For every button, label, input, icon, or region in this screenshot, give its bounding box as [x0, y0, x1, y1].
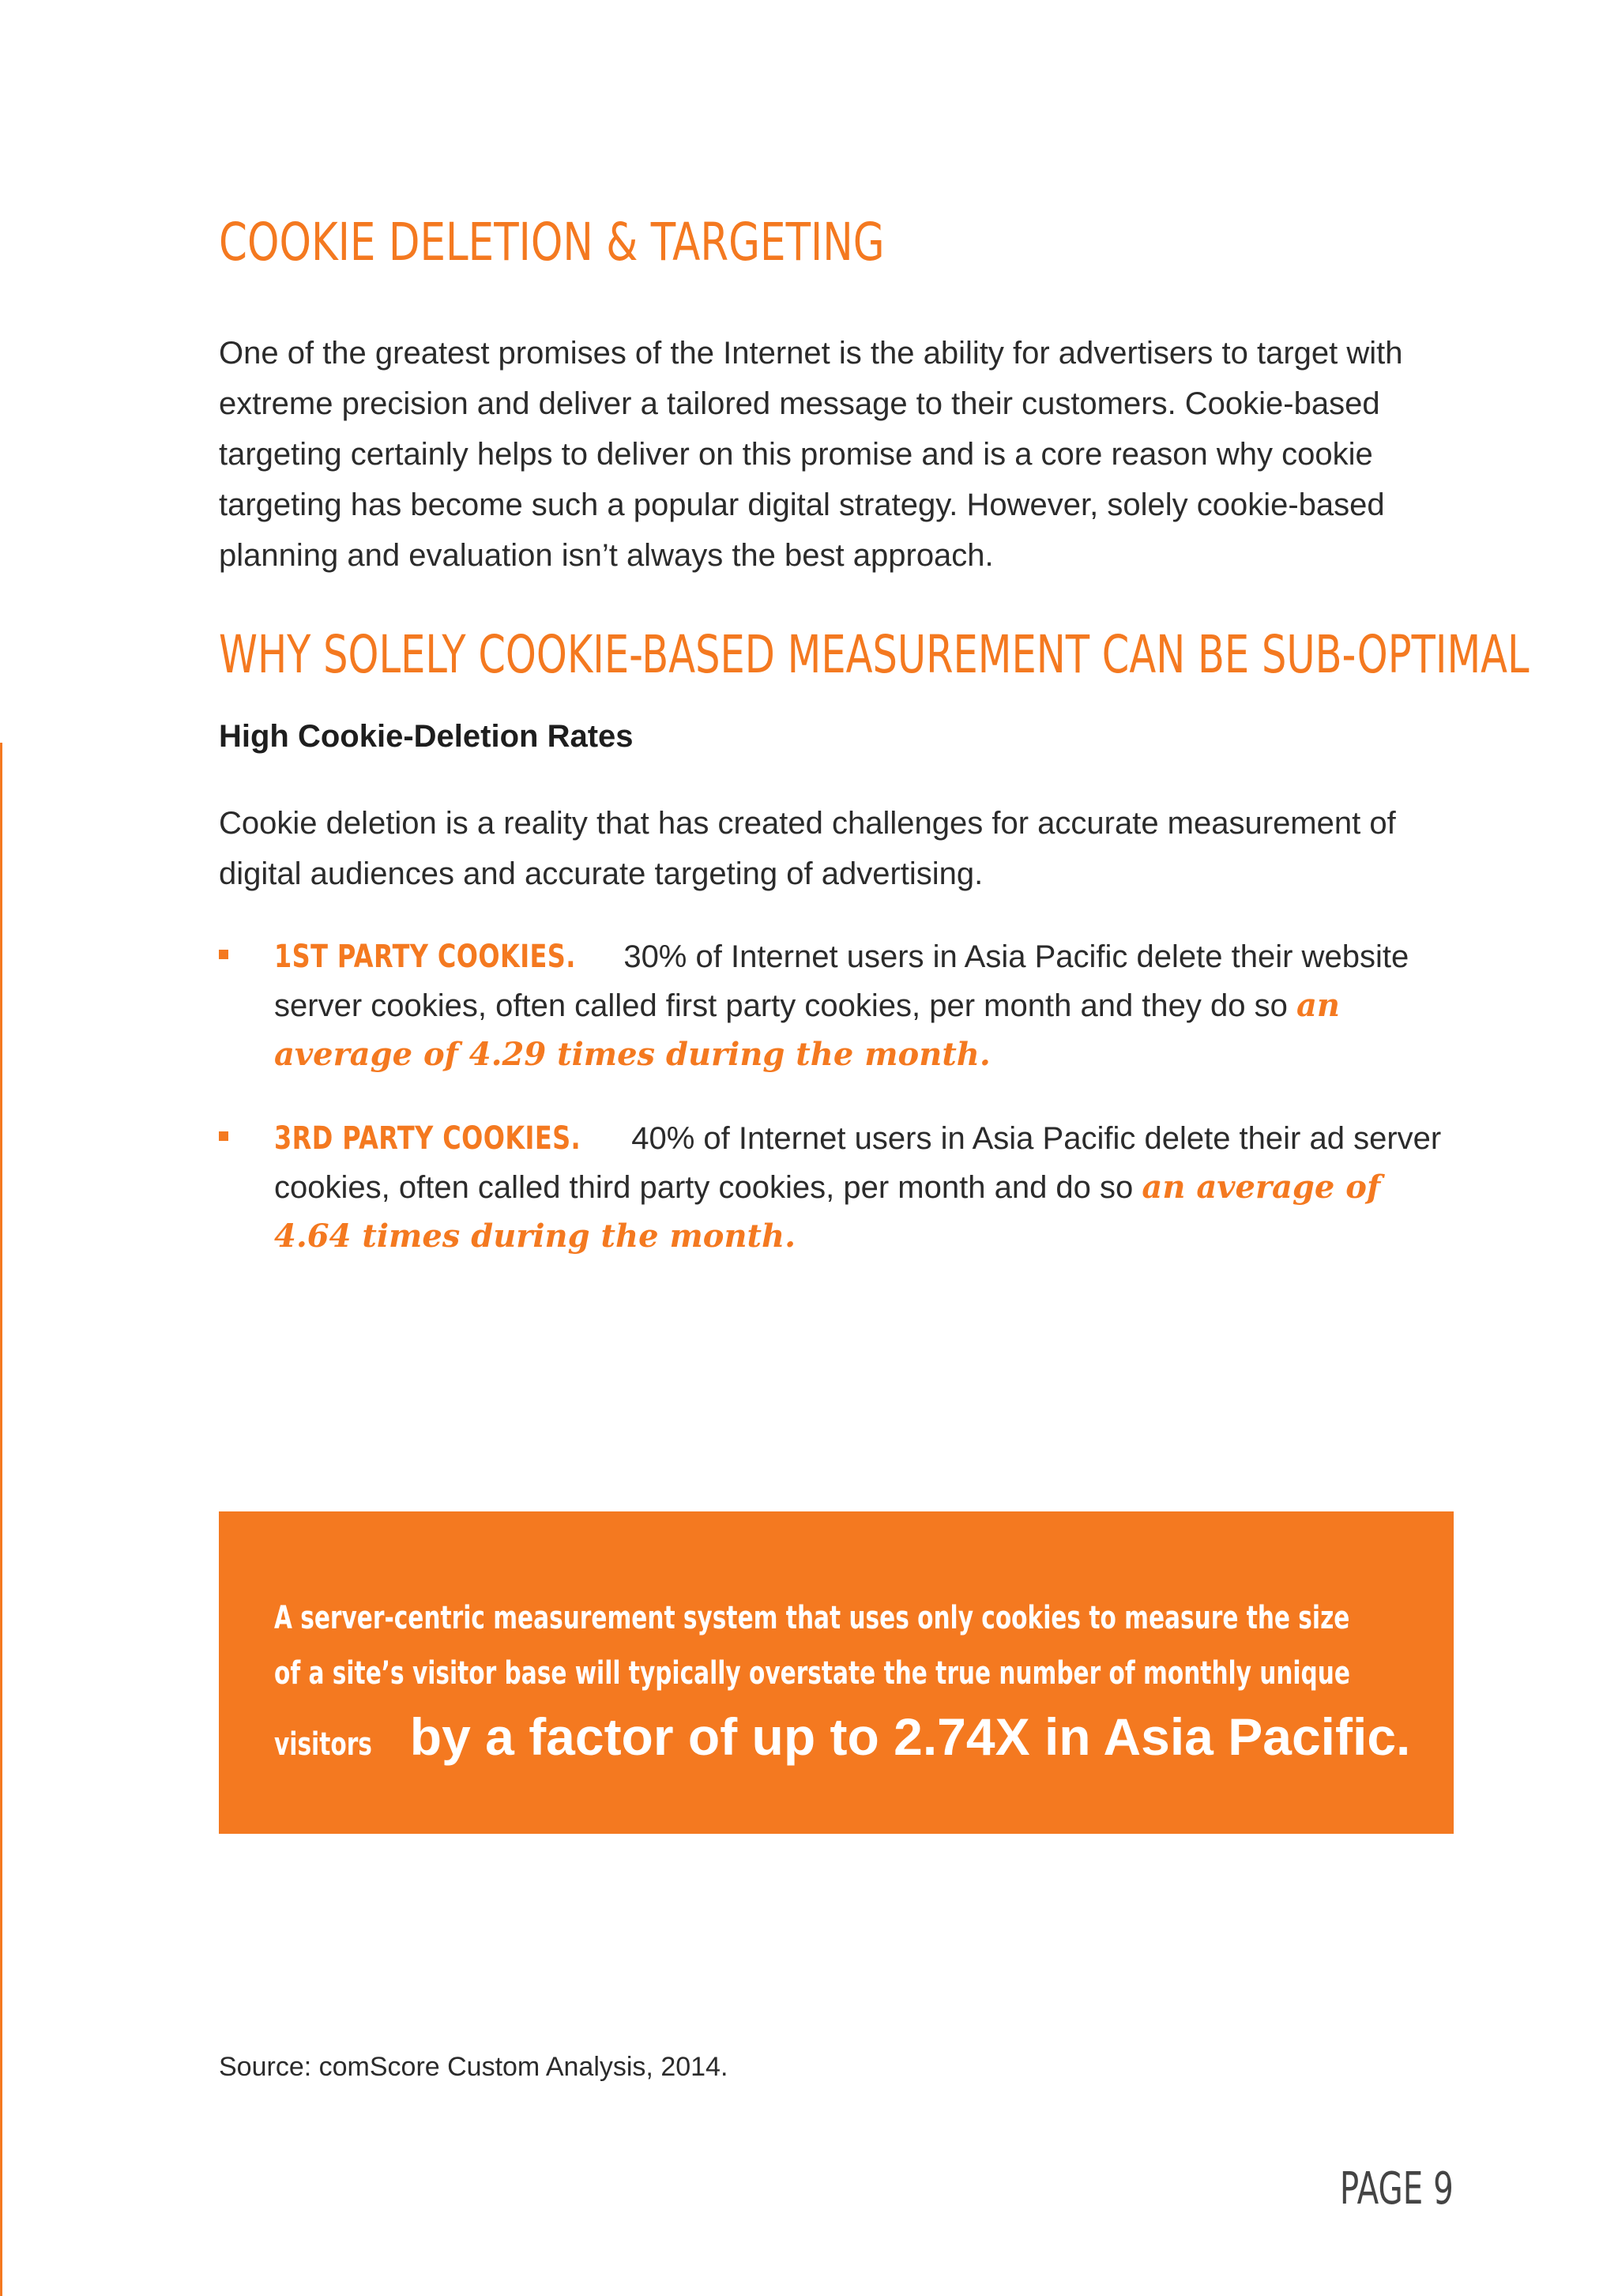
source-citation: Source: comScore Custom Analysis, 2014.: [219, 2052, 728, 2082]
callout-highlight: by a factor of up to 2.74X in Asia Pacific.: [395, 1707, 1411, 1766]
callout-box: [219, 1511, 1454, 1834]
left-edge-rule: [0, 743, 2, 2296]
intro-paragraph: One of the greatest promises of the Internet is the ability for advertisers to target with extreme precision and deliver a tailored message to their customers. Cookie-based targeting certainly helps to deliver on this promise and is a core reason why cookie targeting has become such a popular digital strategy. However, solely cookie-based planning and evaluation isn’t always the best approach.: [219, 336, 1403, 573]
section-title-sub-optimal: WHY SOLELY COOKIE-BASED MEASUREMENT CAN BE SUB-OPTIMAL: [219, 624, 1530, 685]
bullet-body: 30% of Internet users in Asia Pacific delete their website server cookies, often called first party cookies, per month and they do so: [274, 939, 1409, 1023]
callout-small-text: visitors: [274, 1726, 372, 1763]
bullet-text: [274, 1114, 1459, 1261]
bullet-lead: 3RD PARTY COOKIES.: [274, 1120, 581, 1157]
bullet-body: 40% of Internet users in Asia Pacific delete their ad server cookies, often called third party cookies, per month and do so: [274, 1121, 1442, 1205]
square-bullet-icon: [219, 1131, 228, 1141]
square-bullet-icon: [219, 950, 228, 959]
bullet-emphasis: an average of 4.64 times during the month.: [274, 1169, 1381, 1255]
bullet-lead: 1ST PARTY COOKIES.: [274, 939, 576, 975]
callout-line-2: of a site’s visitor base will typically overstate the true number of monthly unique: [274, 1655, 1350, 1692]
callout-line-1: A server-centric measurement system that uses only cookies to measure the size: [274, 1600, 1350, 1636]
section-title-cookie-deletion: COOKIE DELETION & TARGETING: [219, 212, 885, 273]
deletion-paragraph: Cookie deletion is a reality that has created challenges for accurate measurement of digital audiences and accurate targeting of advertising.: [219, 806, 1396, 891]
page-number: PAGE 9: [1340, 2163, 1454, 2215]
subheading-deletion-rates: High Cookie-Deletion Rates: [219, 719, 634, 754]
bullet-emphasis: an average of 4.29 times during the month.: [274, 987, 1340, 1073]
callout-text: [274, 1590, 1428, 1787]
bullet-text: [274, 932, 1459, 1079]
callout-line-3: [274, 1701, 1428, 1787]
